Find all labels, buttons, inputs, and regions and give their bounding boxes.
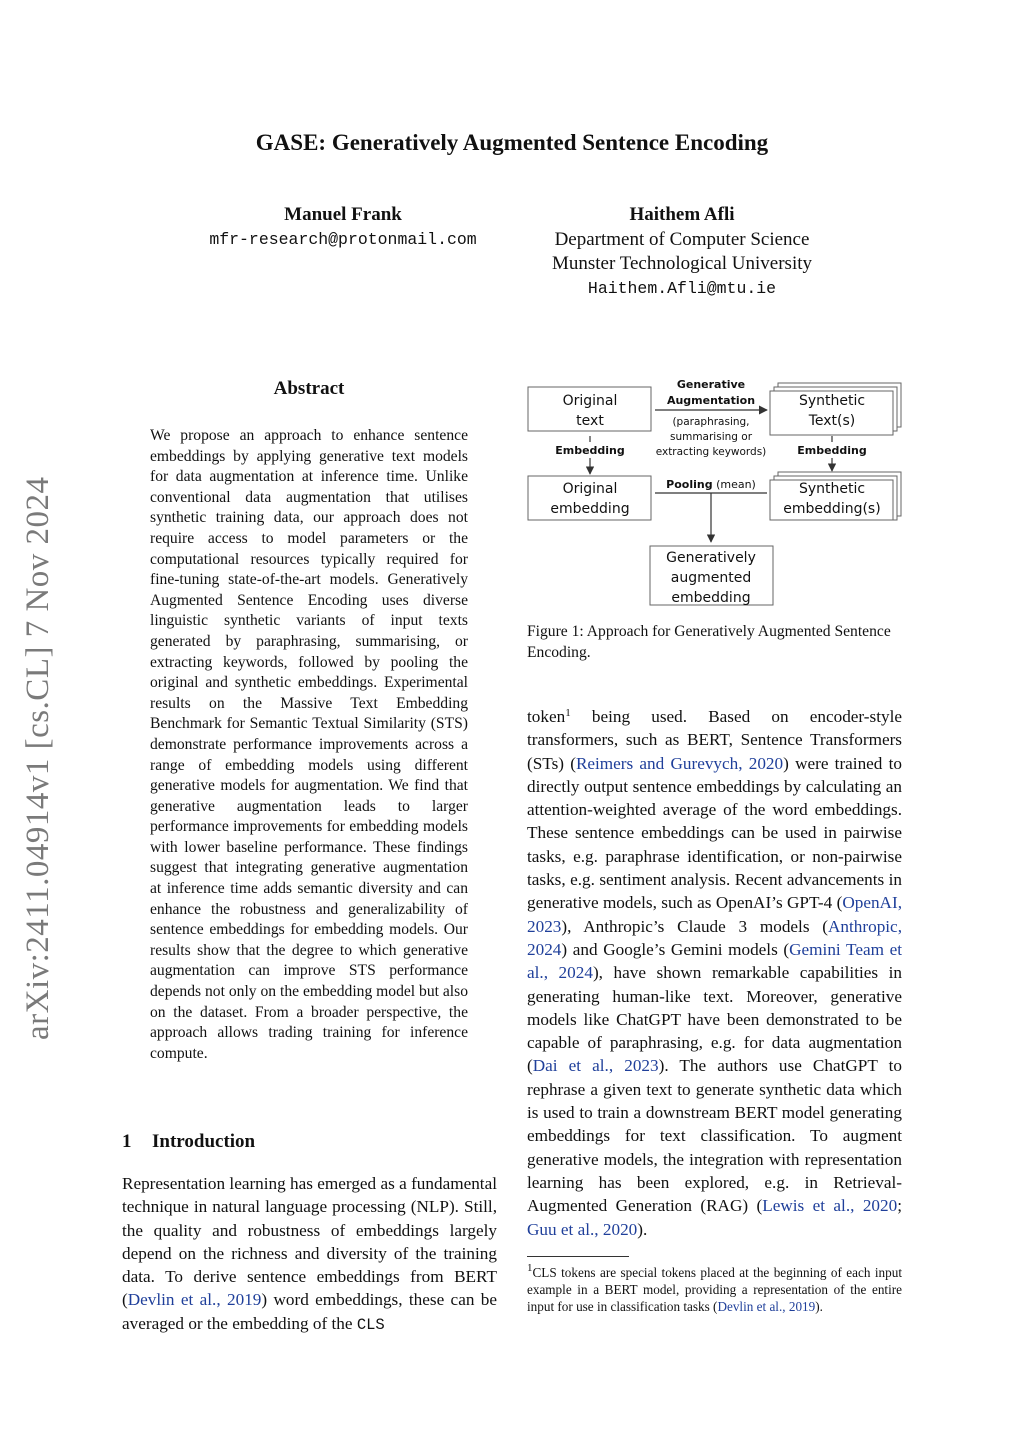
augmentation-detail: summarising or	[669, 431, 753, 443]
figure-caption: Figure 1: Approach for Generatively Augmented Sentence Encoding.	[527, 623, 891, 661]
text-run: token	[527, 707, 566, 726]
arxiv-identifier: arXiv:2411.04914v1 [cs.CL] 7 Nov 2024	[20, 476, 56, 1040]
footnote	[527, 1264, 902, 1315]
synthetic-embedding-label: Synthetic	[798, 481, 866, 497]
embedding-label-right: Embedding	[797, 444, 867, 457]
footnote-rule	[527, 1256, 629, 1257]
citation-link[interactable]: Reimers and Gurevych, 2020	[575, 753, 784, 773]
figure-1-diagram	[527, 374, 907, 610]
footnote-text: CLS tokens are special tokens placed at the beginning of each input example in a BERT model, providing a representation of the entire input for use in classification tasks (	[527, 1265, 902, 1314]
abstract-heading: Abstract	[273, 378, 345, 399]
section-number: 1	[122, 1131, 132, 1152]
text-run: ) were trained to directly output sentence embeddings by calculating an attention-weighted average of the word embeddings. These sentence embeddings can be used in pairwise tasks, e.g. paraphrase identification, or non-pairwise tasks, e.g. sentiment analysis. Recent advancements in generative models, such as OpenAI’s GPT-4 (	[527, 753, 902, 913]
intro-paragraph-left	[122, 1172, 497, 1337]
citation-link[interactable]: OpenAI, 2023	[527, 893, 902, 936]
section-title: Introduction	[152, 1131, 256, 1152]
text-run: ) and Google’s Gemini models (	[561, 939, 790, 959]
author-2	[512, 203, 852, 301]
original-embedding-label: Original	[562, 481, 618, 497]
text-run: ), have shown remarkable capabilities in generating human-like text. Moreover, generative models like ChatGPT have been demonstrated to be capable of paraphrasing, e.g. for data augmentation (	[527, 963, 903, 1076]
footnote-marker[interactable]: 1	[565, 707, 571, 719]
author-department: Department of Computer Science	[554, 228, 810, 250]
citation-link[interactable]: Guu et al., 2020	[527, 1219, 638, 1239]
citation-link[interactable]: Devlin et al., 2019	[717, 1299, 816, 1314]
text-run: ).	[637, 1219, 648, 1239]
section-heading	[122, 1131, 255, 1153]
citation-link[interactable]: Dai et al., 2023	[532, 1056, 659, 1076]
text-run: ), Anthropic’s Claude 3 models (	[561, 916, 828, 936]
author-email[interactable]: mfr-research@protonmail.com	[209, 229, 477, 249]
augmentation-detail: (paraphrasing,	[672, 416, 750, 428]
generative-embedding-label: embedding	[671, 590, 751, 606]
synthetic-text-label: Text(s)	[808, 413, 856, 429]
footnote-mark: 1	[527, 1262, 533, 1274]
text-run: Representation learning has emerged as a fundamental technique in natural language processing (NLP). Still, the quality and robustness of embeddings largely depend on the richness and diversity of the training data. To derive sentence embeddings from BERT (	[122, 1174, 497, 1310]
pooling-label: Pooling (mean)	[666, 478, 756, 491]
text-run: ). The authors use ChatGPT to rephrase a given text to generate synthetic data which is used to train a downstream BERT model generating embeddings for text classification. To augment generative models, the integration with representation learning has been explored, e.g. in Retrieval-Augmented Generation (RAG) (	[527, 1056, 902, 1216]
author-name: Haithem Afli	[629, 204, 735, 225]
text-run: ) word embeddings, these can be averaged or the embedding of the	[122, 1290, 497, 1333]
synthetic-text-label: Synthetic	[798, 393, 866, 409]
original-text-label: Original	[562, 393, 618, 409]
cls-token: CLS	[356, 1315, 385, 1334]
citation-link[interactable]: Anthropic, 2024	[527, 916, 902, 959]
original-text-label: text	[576, 413, 604, 429]
author-email[interactable]: Haithem.Afli@mtu.ie	[587, 278, 777, 298]
augmentation-label: Generative	[676, 378, 746, 391]
augmentation-label: Augmentation	[666, 394, 756, 407]
text-run: ;	[897, 1196, 902, 1216]
author-1	[193, 203, 493, 252]
citation-link[interactable]: Devlin et al., 2019	[127, 1290, 262, 1310]
abstract-text: We propose an approach to enhance sentence embeddings by applying generative text models for data augmentation at inference time. Unlike conventional data augmentation that utilises synthetic training data, our approach does not require access to model parameters or the computational resources typically required for fine-tuning state-of-the-art models. Generatively Augmented Sentence Encoding uses diverse linguistic synthetic variants of input texts generated by paraphrasing, summarising, or extracting keywords, followed by pooling the original and synthetic embeddings. Experimental results on the Massive Text Embedding Benchmark for Semantic Textual Similarity (STS) demonstrate performance improvements across a range of embedding models using different generative models for augmentation. We find that generative augmentation leads to larger performance improvements for embedding models with lower baseline performance. These findings suggest that integrating generative augmentation at inference time adds semantic diversity and can enhance the robustness and generalizability of sentence embeddings for embedding models. Our results show that the degree to which generative augmentation can improve STS performance depends not only on the embedding model but also on the dataset. From a broader perspective, the approach allows trading training for inference compute.	[150, 427, 468, 1062]
text-run: being used. Based on encoder-style transformers, such as BERT, Sentence Transformers (STs) (	[527, 707, 902, 773]
intro-paragraph-right	[527, 705, 902, 1241]
generative-embedding-label: Generatively	[666, 550, 756, 566]
paper-title: GASE: Generatively Augmented Sentence Encoding	[255, 130, 769, 155]
generative-embedding-label: augmented	[670, 570, 752, 586]
citation-link[interactable]: Lewis et al., 2020	[762, 1196, 898, 1216]
author-university: Munster Technological University	[551, 253, 813, 274]
footnote-text: ).	[815, 1299, 823, 1314]
synthetic-embedding-label: embedding(s)	[783, 501, 881, 517]
augmentation-detail: extracting keywords)	[655, 446, 767, 458]
author-name: Manuel Frank	[284, 204, 402, 225]
citation-link[interactable]: Gemini Team et al., 2024	[527, 939, 903, 983]
embedding-label-left: Embedding	[555, 444, 625, 457]
original-embedding-label: embedding	[550, 501, 630, 517]
